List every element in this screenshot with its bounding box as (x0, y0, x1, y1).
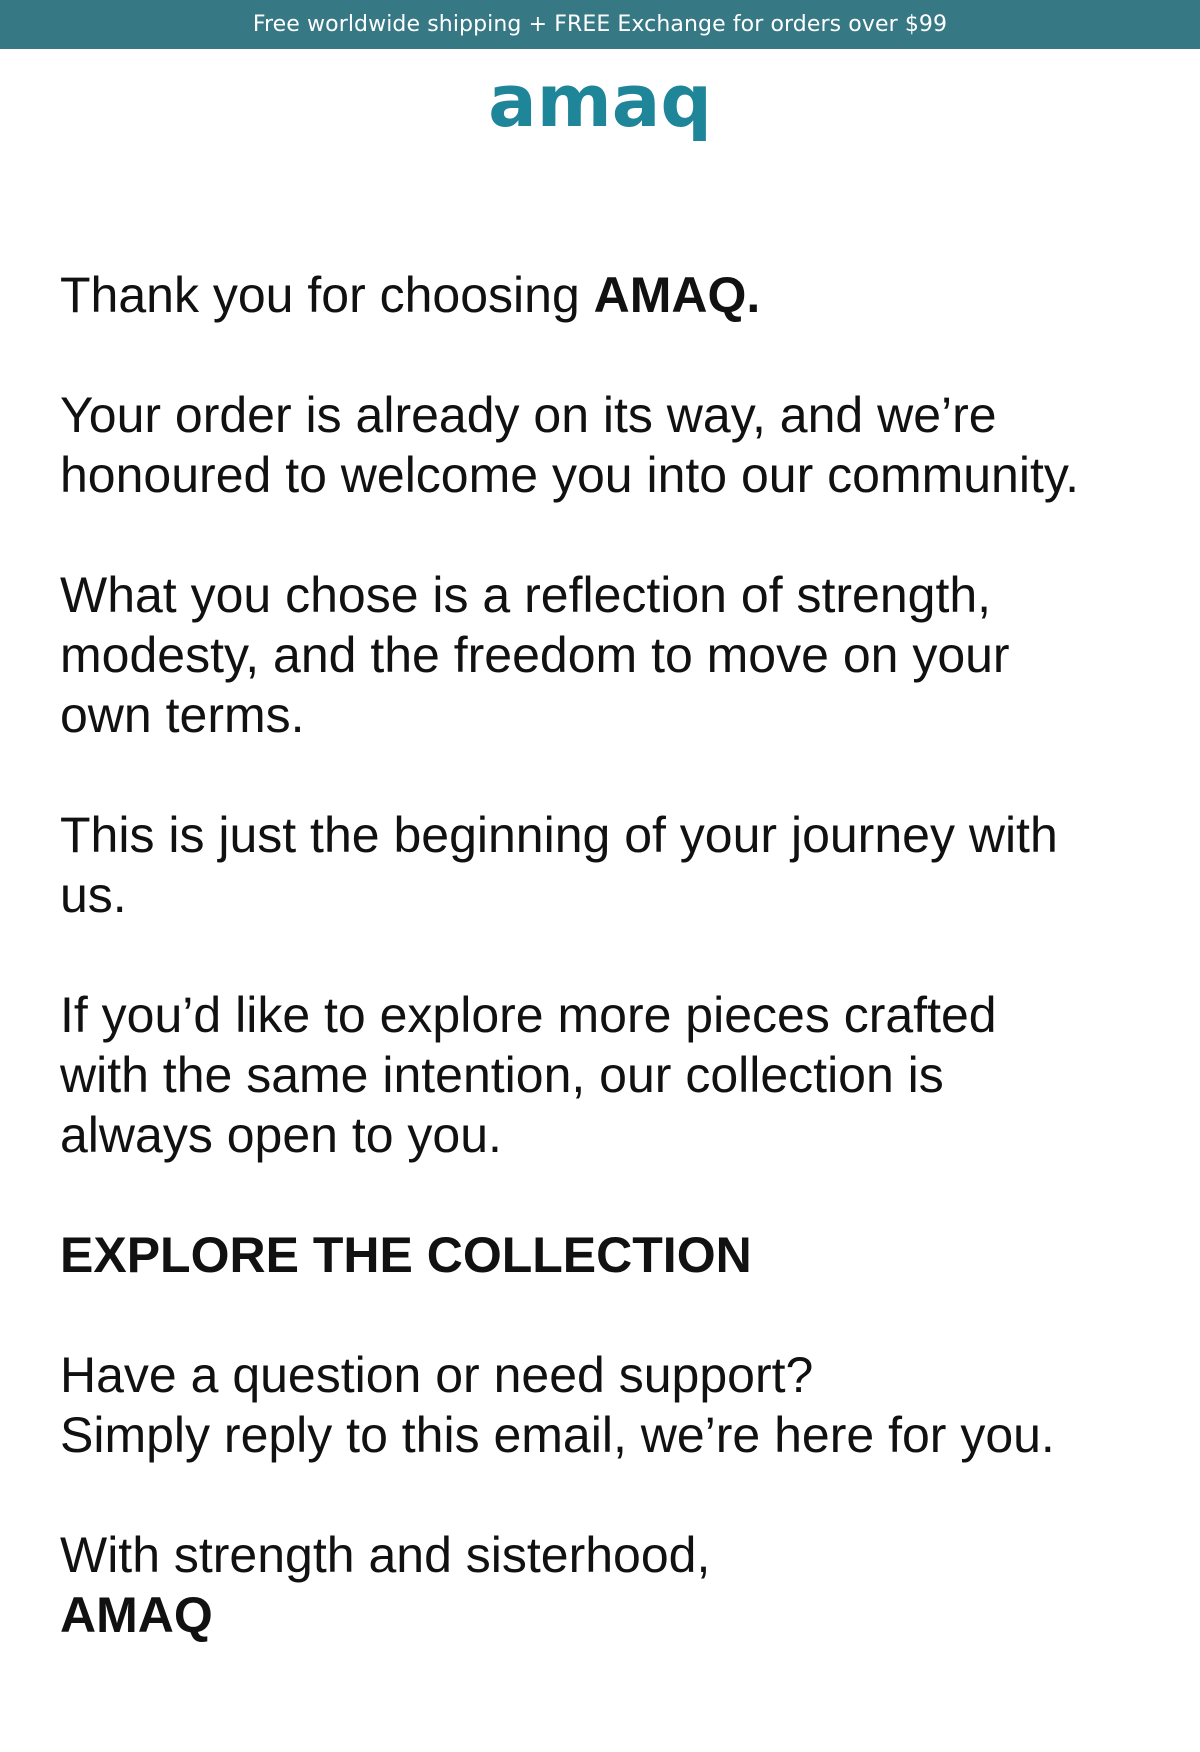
brand-logo[interactable] (470, 70, 730, 150)
explore-line-2: with the same intention, our collection is (60, 1047, 944, 1103)
reflection-line-2: modesty, and the freedom to move on your (60, 627, 1010, 683)
reflection-line-1: What you chose is a reflection of strength, (60, 567, 992, 623)
brand-logo-text: amaq (488, 70, 712, 143)
cta-paragraph (60, 1225, 1150, 1285)
explore-line-3: always open to you. (60, 1107, 502, 1163)
explore-paragraph (60, 985, 1150, 1165)
order-paragraph (60, 385, 1150, 505)
journey-paragraph (60, 805, 1150, 925)
order-line-2: honoured to welcome you into our community. (60, 447, 1080, 503)
support-paragraph (60, 1345, 1150, 1465)
signoff-paragraph (60, 1525, 1150, 1645)
support-line-1: Have a question or need support? (60, 1347, 814, 1403)
brand-logo-container (0, 70, 1200, 160)
greeting-brand: AMAQ. (593, 267, 761, 323)
explore-line-1: If you’d like to explore more pieces crafted (60, 987, 997, 1043)
reflection-paragraph (60, 565, 1150, 745)
signoff-text: With strength and sisterhood, (60, 1527, 711, 1583)
greeting-paragraph (60, 265, 1150, 325)
promo-banner (0, 0, 1200, 49)
greeting-text: Thank you for choosing (60, 267, 594, 323)
email-body (60, 265, 1150, 1645)
order-line-1: Your order is already on its way, and we’re (60, 387, 997, 443)
promo-banner-text: Free worldwide shipping + FREE Exchange for orders over $99 (252, 12, 948, 37)
journey-line-2: us. (60, 867, 127, 923)
journey-line-1: This is just the beginning of your journey with (60, 807, 1058, 863)
reflection-line-3: own terms. (60, 687, 305, 743)
signature-text: AMAQ (60, 1587, 213, 1643)
support-line-2: Simply reply to this email, we’re here for you. (60, 1407, 1055, 1463)
explore-collection-link[interactable]: EXPLORE THE COLLECTION (60, 1227, 752, 1283)
